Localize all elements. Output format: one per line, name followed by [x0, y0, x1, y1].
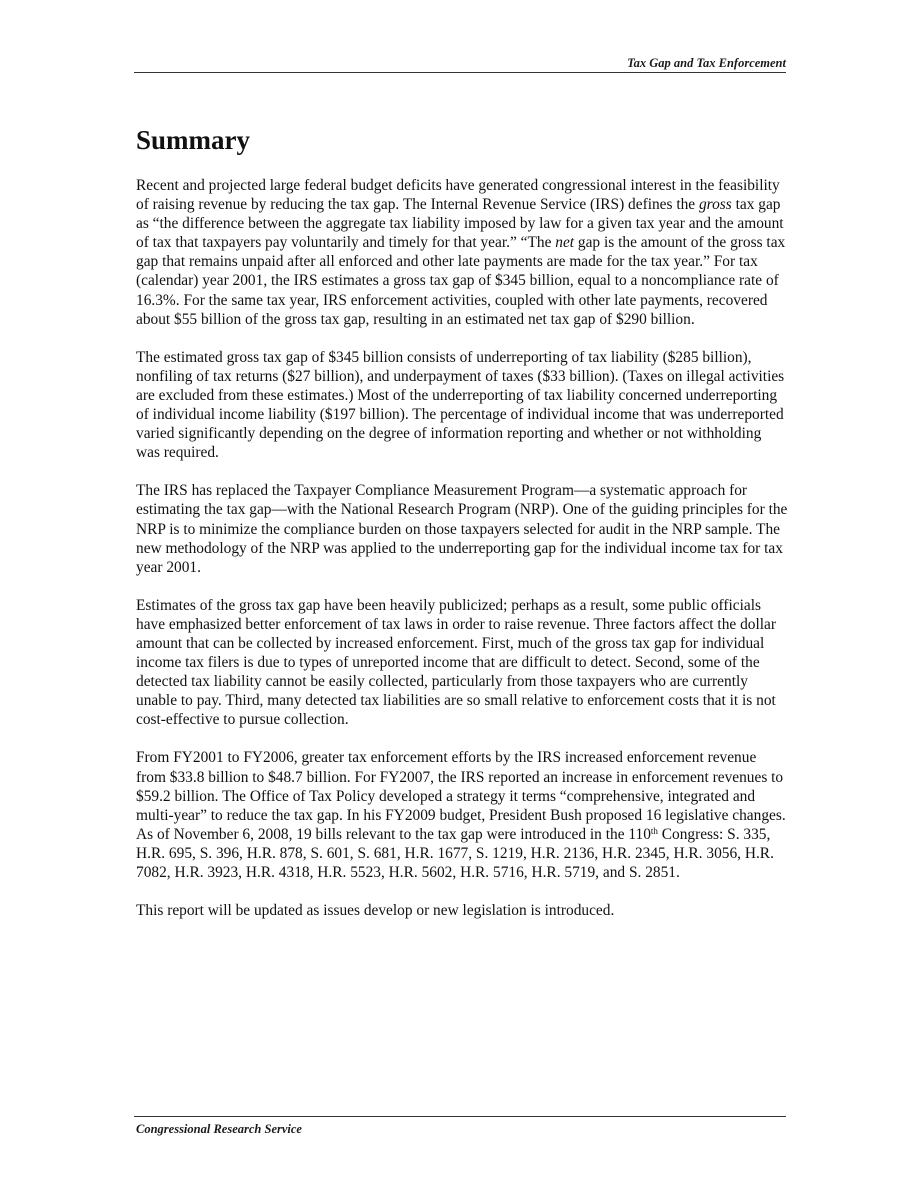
paragraph-gap-components: The estimated gross tax gap of $345 billion consists of underreporting of tax liability ($285 billion), nonfiling of tax returns ($27 billion), and underpayment of taxes ($33 billion). (Taxes on illegal activities are excluded from these estimates.) Most of the underreporting of tax liability concerned underreporting of individual income liability ($197 billion). The percentage of individual income that was underreported varied significantly depending on the degree of information reporting and whether or not withholding was required.	[136, 348, 785, 462]
summary-body	[136, 176, 788, 939]
paragraph-1-text-c: gap is the amount of the gross tax gap that remains unpaid after all enforced and other late payments are made for the tax year.” For tax (calendar) year 2001, the IRS estimates a gross tax gap of $345 billion, equal to a noncompliance rate of 16.3%. For the same tax year, IRS enforcement activities, coupled with other late payments, recovered about $55 billion of the gross tax gap, resulting in an estimated net tax gap of $290 billion.	[136, 234, 786, 328]
footer-rule	[134, 1116, 786, 1117]
paragraph-1-text-b: tax gap as “the difference between the aggregate tax liability imposed by law for a given tax year and the amount of tax that taxpayers pay voluntarily and timely for that year.” “The	[136, 196, 784, 252]
paragraph-nrp: The IRS has replaced the Taxpayer Compliance Measurement Program—a systematic approach for estimating the tax gap—with the National Research Program (NRP). One of the guiding principles for the NRP is to minimize the compliance burden on those taxpayers selected for audit in the NRP sample. The new methodology of the NRP was applied to the underreporting gap for the individual income tax for tax year 2001.	[136, 482, 788, 576]
ordinal-superscript: th	[650, 825, 658, 836]
gross-emphasis: gross	[698, 196, 732, 214]
paragraph-1-text-a: Recent and projected large federal budget deficits have generated congressional interest in the feasibility of raising revenue by reducing the tax gap. The Internal Revenue Service (IRS) defines the	[136, 177, 780, 214]
paragraph-enforcement-revenue	[136, 748, 788, 882]
paragraph-tax-gap-definition	[136, 176, 788, 329]
paragraph-5-text-b: Congress: S. 335, H.R. 695, S. 396, H.R. 878, S. 601, S. 681, H.R. 1677, S. 1219, H.R. 2136, H.R. 2345, H.R. 3056, H.R. 7082, H.R. 3923, H.R. 4318, H.R. 5523, H.R. 5602, H.R. 5716, H.R. 5719, and S. 2851.	[136, 825, 774, 881]
paragraph-5-text-a: From FY2001 to FY2006, greater tax enforcement efforts by the IRS increased enforcement revenue from $33.8 billion to $48.7 billion. For FY2007, the IRS reported an increase in enforcement revenues to $59.2 billion. The Office of Tax Policy developed a strategy it terms “comprehensive, integrated and multi-year” to reduce the tax gap. In his FY2009 budget, President Bush proposed 16 legislative changes. As of November 6, 2008, 19 bills relevant to the tax gap were introduced in the 110	[136, 749, 786, 843]
header-rule	[134, 72, 786, 73]
running-footer: Congressional Research Service	[136, 1122, 302, 1136]
running-header: Tax Gap and Tax Enforcement	[627, 56, 786, 70]
paragraph-enforcement-factors: Estimates of the gross tax gap have been heavily publicized; perhaps as a result, some public officials have emphasized better enforcement of tax laws in order to raise revenue. Three factors affect the dollar amount that can be collected by increased enforcement. First, much of the gross tax gap for individual income tax filers is due to types of unreported income that are difficult to detect. Second, some of the detected tax liability cannot be easily collected, particularly from those taxpayers who are currently unable to pay. Third, many detected tax liabilities are so small relative to enforcement costs that it is not cost-effective to pursue collection.	[136, 596, 776, 729]
section-heading: Summary	[136, 125, 250, 155]
paragraph-update-note: This report will be updated as issues develop or new legislation is introduced.	[136, 902, 615, 920]
net-emphasis: net	[555, 234, 575, 252]
